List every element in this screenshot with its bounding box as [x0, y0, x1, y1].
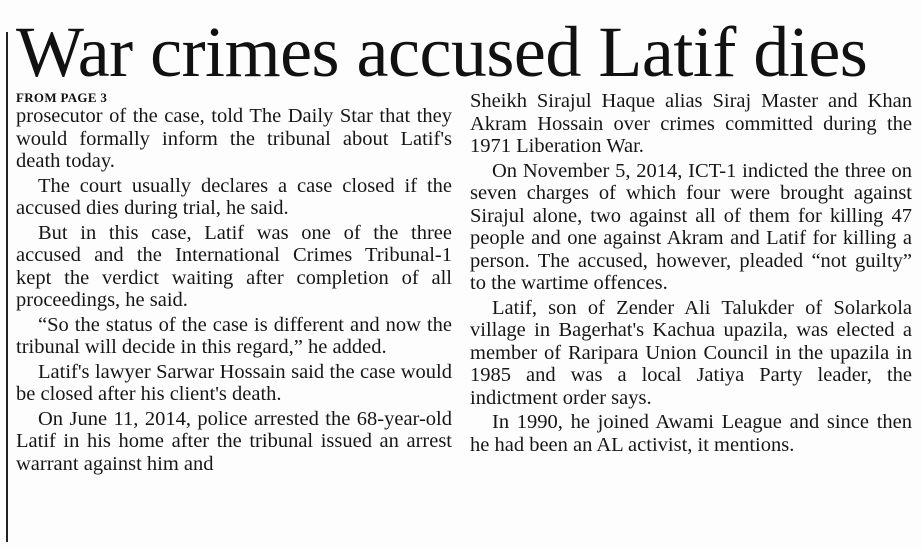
paragraph: The court usually declares a case closed if the accused dies during trial, he said.: [16, 174, 452, 219]
paragraph: In 1990, he joined Awami League and since then he had been an AL activist, it mentions.: [470, 411, 912, 456]
paragraph: Sheikh Sirajul Haque alias Siraj Master and Khan Akram Hossain over crimes committed during the 1971 Liberation War.: [470, 90, 912, 157]
column-rule: [6, 32, 8, 542]
left-column: [16, 90, 452, 475]
paragraph: On November 5, 2014, ICT-1 indicted the three on seven charges of which four were brought against Sirajul alone, two against all of them for killing 47 people and one against Akram and Latif for killing a person. The accused, however, pleaded “not guilty” to the wartime offences.: [470, 159, 912, 294]
paragraph: On June 11, 2014, police arrested the 68-year-old Latif in his home after the tribunal issued an arrest warrant against him and: [16, 407, 452, 475]
jump-line: FROM PAGE 3: [16, 90, 108, 105]
headline: War crimes accused Latif dies: [16, 12, 868, 92]
paragraph: prosecutor of the case, told The Daily Star that they would formally inform the tribunal about Latif's death today.: [16, 105, 452, 172]
paragraph: Latif's lawyer Sarwar Hossain said the case would be closed after his client's death.: [16, 360, 452, 405]
paragraph: “So the status of the case is different and now the tribunal will decide in this regard,” he added.: [16, 313, 452, 358]
paragraph: But in this case, Latif was one of the three accused and the International Crimes Tribunal-1 kept the verdict waiting after completion of all proceedings, he said.: [16, 221, 452, 311]
paragraph: Latif, son of Zender Ali Talukder of Solarkola village in Bagerhat's Kachua upazila, was elected a member of Raripara Union Council in the upazila in 1985 and was a local Jatiya Party leader, the indictment order says.: [470, 296, 912, 409]
right-column: [470, 90, 912, 456]
